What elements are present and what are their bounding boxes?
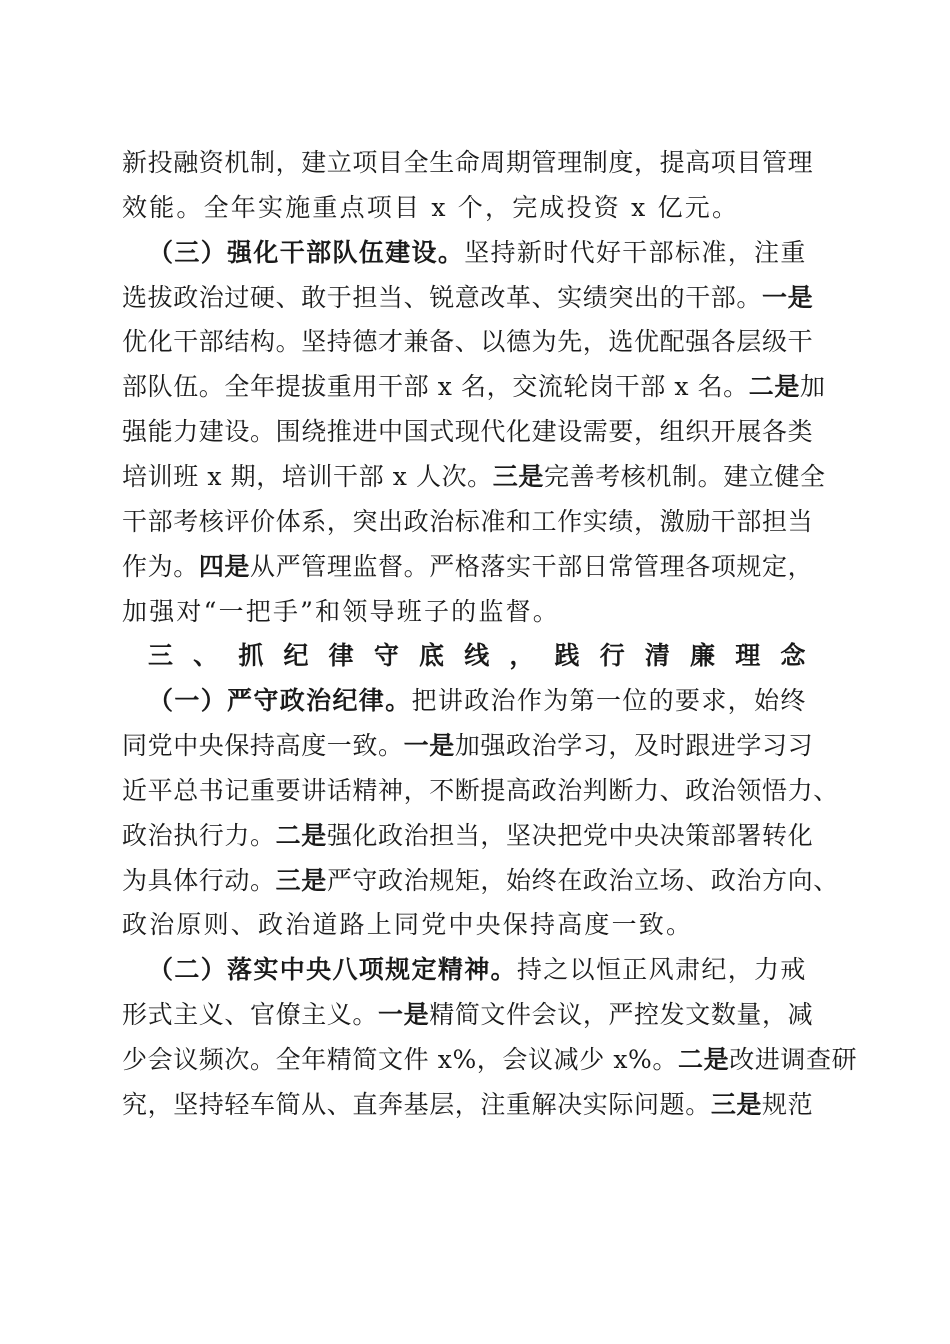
emphasis-text: 三、抓纪律守底线，践行清廉理念 — [148, 641, 806, 671]
body-text: 为具体行动。 — [122, 865, 276, 895]
body-text: 政治执行力。 — [122, 820, 276, 850]
body-text: 政治原则、政治道路上同党中央保持高度一致。 — [122, 910, 694, 940]
section-heading — [122, 638, 806, 674]
body-text: 坚持新时代好干部标准，注重 — [464, 237, 806, 267]
text-line — [122, 414, 814, 450]
emphasis-text: 二是 — [275, 820, 327, 850]
text-line — [122, 773, 839, 809]
body-text: 加强对“一把手”和领导班子的监督。 — [122, 596, 560, 626]
body-text: 强化政治担当，坚决把党中央决策部署转化 — [326, 820, 814, 850]
text-line — [122, 683, 806, 719]
body-text: 优化干部结构。坚持德才兼备、以德为先，选优配强各层级干 — [122, 327, 814, 357]
text-line — [122, 549, 814, 585]
text-line — [122, 594, 806, 630]
text-line — [122, 818, 814, 854]
text-line — [122, 728, 814, 764]
emphasis-text: 二是 — [678, 1045, 730, 1074]
text-line — [122, 863, 839, 899]
text-line — [122, 235, 806, 271]
body-text: 规范 — [762, 1089, 814, 1119]
body-text: 改进调查研 — [729, 1045, 858, 1074]
text-line — [122, 190, 806, 226]
text-line — [122, 459, 826, 495]
emphasis-text: 三是 — [492, 461, 544, 491]
emphasis-text: 四是 — [198, 551, 251, 581]
text-line — [122, 504, 814, 540]
emphasis-text: 二是 — [748, 372, 800, 402]
body-text: 近平总书记重要讲话精神，不断提高政治判断力、政治领悟力、 — [122, 775, 839, 805]
body-text: 精简文件会议，严控发文数量，减 — [429, 1000, 814, 1030]
body-text: 少会议频次。全年精简文件 x%，会议减少 x%。 — [122, 1045, 679, 1074]
text-line — [122, 907, 806, 943]
emphasis-text: 三是 — [275, 865, 327, 895]
body-text: 把讲政治作为第一位的要求，始终 — [411, 686, 806, 716]
text-line — [122, 369, 826, 405]
body-text: 干部考核评价体系，突出政治标准和工作实绩，激励干部担当 — [122, 506, 814, 536]
text-line — [122, 952, 806, 988]
body-text: 选拔政治过硬、敢于担当、锐意改革、实绩突出的干部。 — [122, 282, 763, 312]
emphasis-text: 一是 — [378, 1000, 430, 1030]
text-line — [122, 145, 814, 181]
text-line — [122, 1042, 858, 1078]
body-text: 完善考核机制。建立健全 — [544, 461, 826, 491]
body-text: 新投融资机制，建立项目全生命周期管理制度，提高项目管理 — [122, 148, 814, 177]
body-text: 究，坚持轻车简从、直奔基层，注重解决实际问题。 — [122, 1089, 711, 1119]
body-text: 持之以恒正风肃纪，力戒 — [516, 955, 807, 985]
body-text: 形式主义、官僚主义。 — [122, 1000, 379, 1030]
text-line — [122, 324, 814, 360]
emphasis-text: 一是 — [762, 282, 814, 312]
emphasis-text: （二）落实中央八项规定精神。 — [148, 955, 517, 985]
text-line — [122, 1087, 814, 1123]
body-text: 部队伍。全年提拔重用干部 x 名，交流轮岗干部 x 名。 — [122, 372, 749, 402]
emphasis-text: （一）严守政治纪律。 — [148, 686, 412, 716]
emphasis-text: 一是 — [403, 731, 455, 761]
body-text: 加 — [800, 372, 826, 402]
body-text: 强能力建设。围绕推进中国式现代化建设需要，组织开展各类 — [122, 417, 814, 447]
body-text: 加强政治学习，及时跟进学习习 — [454, 731, 814, 761]
body-text: 作为。 — [122, 551, 199, 581]
body-text: 严守政治规矩，始终在政治立场、政治方向、 — [326, 865, 839, 895]
body-text: 从严管理监督。严格落实干部日常管理各项规定， — [250, 551, 814, 581]
body-text: 培训班 x 期，培训干部 x 人次。 — [122, 461, 493, 491]
emphasis-text: 三是 — [710, 1089, 763, 1119]
emphasis-text: （三）强化干部队伍建设。 — [148, 237, 465, 267]
text-line — [122, 997, 814, 1033]
body-text: 同党中央保持高度一致。 — [122, 731, 404, 761]
body-text: 效能。全年实施重点项目 x 个，完成投资 x 亿元。 — [122, 192, 740, 222]
text-line — [122, 280, 814, 316]
